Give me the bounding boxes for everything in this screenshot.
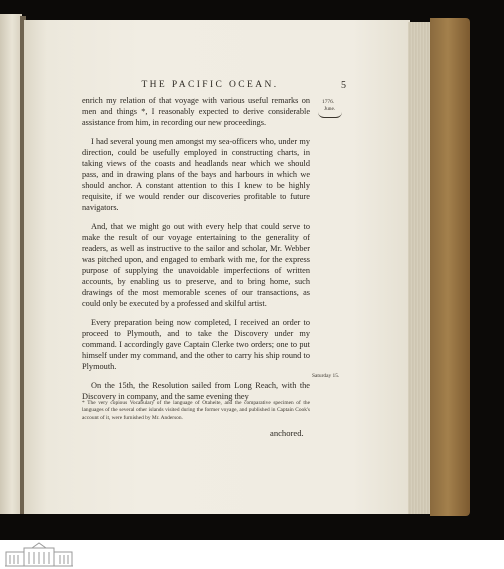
footnote: * The very copious Vocabulary of the language of Otaheite, and the comparative specimen of the languages of the several other islands visited during the former voyage, and published in Captain Cook's account of it, were furnished by Mr. Anderson. (82, 400, 310, 421)
paragraph: enrich my relation of that voyage with various useful remarks on men and things *, I reasonably expected to derive considerable assistance from him, in recording our new proceedings. (82, 96, 310, 127)
paragraph: Every preparation being now completed, I received an order to proceed to Plymouth, and to take the Discovery under my command. I accordingly gave Captain Clerke two orders; one to put himself under my command, and the other to carry his ship round to Plymouth. (82, 318, 310, 371)
margin-note-day: Saturday 15. (312, 373, 340, 379)
margin-note-month: June. (324, 106, 336, 112)
body-text (82, 95, 310, 410)
paragraph: I had several young men amongst my sea-officers who, under my direction, could be usefully employed in constructing charts, in taking views of the coasts and headlands near which we should pass, and in drawing plans of the bays and harbours in which we should anchor. A constant attention to this I knew to be highly requisite, if we would render our discoveries profitable to future navigators. (82, 137, 310, 212)
viewer-footer (0, 540, 504, 569)
previous-page-edge (0, 14, 22, 514)
margin-note-year: 1776. (322, 99, 335, 105)
page-fore-edge (408, 22, 432, 514)
library-building-icon (4, 542, 74, 567)
book-cover-edge (430, 18, 470, 516)
paragraph: And, that we might go out with every help that could serve to make the result of our voyage entertaining to the generality of readers, as well as instructive to the sailor and scholar, Mr. Webber was pitched upon, and engaged to embark with me, for the express purpose of supplying the unavoidable imperfections of written accounts, by enabling us to preserve, and to bring home, such drawings of the most memorable scenes of our transactions, as could only be executed by a professed and skilful artist. (82, 222, 310, 308)
page-number: 5 (341, 80, 346, 91)
running-head: THE PACIFIC OCEAN. (141, 80, 279, 90)
catchword: anchored. (270, 428, 304, 438)
paragraph: On the 15th, the Resolution sailed from Long Reach, with the Discovery in company, and the same evening they (82, 381, 310, 401)
margin-brace (318, 112, 342, 118)
